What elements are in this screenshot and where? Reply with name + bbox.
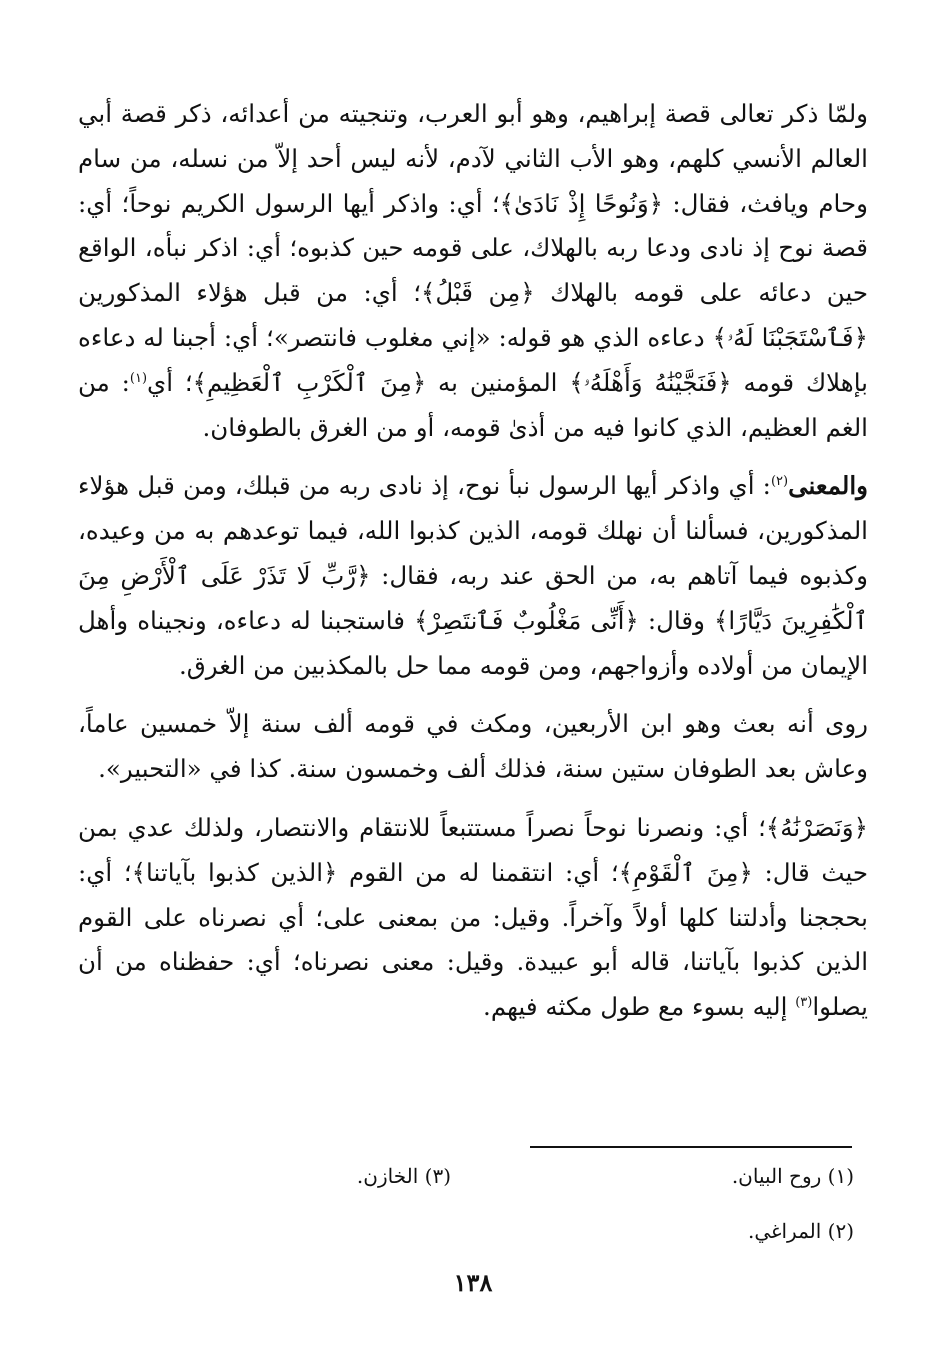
footnote-ref-1: (١) [129,370,148,386]
paragraph-4-text: ﴿وَنَصَرْنَٰهُ﴾؛ أي: ونصرنا نوحاً نصراً مستتبعاً للانتقام والانتصار، ولذلك عدي بمن حيث قال: ﴿مِنَ ٱلْقَوْمِ﴾؛ أي: انتقمنا له من القوم ﴿الذين كذبوا بآياتنا﴾؛ أي: بحججنا وأدلتنا كلها أولاً وآخراً. وقيل: من بمعنى على؛ أي نصرناه على القوم الذين كذبوا بآياتنا، قاله أبو عبيدة. وقيل: معنى نصرناه؛ أي: حفظناه من أن يصلوا [78,812,868,1022]
paragraph-2 [78,464,868,688]
footnote-divider [530,1146,852,1148]
paragraph-1-text: ولمّا ذكر تعالى قصة إبراهيم، وهو أبو العرب، وتنجيته من أعدائه، ذكر قصة أبي العالم الأنسي كلهم، وهو الأب الثاني لآدم، لأنه ليس أحد إلاّ من نسله، من سام وحام ويافث، فقال: ﴿وَنُوحًا إِذْ نَادَىٰ﴾؛ أي: واذكر أيها الرسول الكريم نوحاً؛ أي: قصة نوح إذ نادى ودعا ربه بالهلاك، على قومه حين كذبوه؛ أي: اذكر نبأه، الواقع حين دعائه على قومه بالهلاك ﴿مِن قَبْلُ﴾؛ أي: من قبل هؤلاء المذكورين ﴿فَٱسْتَجَبْنَا لَهُۥ﴾ دعاءه الذي هو قوله: «إني مغلوب فانتصر»؛ أي: أجبنا له دعاءه بإهلاك قومه ﴿فَنَجَّيْنَٰهُ وَأَهْلَهُۥ﴾ المؤمنين به ﴿مِنَ ٱلْكَرْبِ ٱلْعَظِيمِ﴾؛ أي [78,99,868,397]
main-text [78,92,868,1030]
paragraph-4 [78,806,868,1030]
footnote-2: (٢) المراغي. [747,1219,854,1243]
paragraph-2-lead: والمعنى [788,471,868,501]
page-number: ١٣٨ [453,1268,493,1297]
paragraph-4-tail: إليه بسوء مع طول مكثه فيهم. [483,992,796,1022]
footnote-ref-2: (٢) [770,474,789,490]
paragraph-1 [78,92,868,450]
paragraph-3 [78,702,868,792]
footnote-ref-3: (٣) [795,994,813,1010]
paragraph-2-text: : أي واذكر أيها الرسول نبأ نوح، إذ نادى ربه من قبلك، ومن قبل هؤلاء المذكورين، فسألنا أن نهلك قومه، الذين كذبوا الله، فيما توعدهم به من وعيده، وكذبوه فيما آتاهم به، من الحق عند ربه، فقال: ﴿رَّبِّ لَا تَذَرْ عَلَى ٱلْأَرْضِ مِنَ ٱلْكَٰفِرِينَ دَيَّارًا﴾ وقال: ﴿أَنِّى مَغْلُوبٌ فَٱنتَصِرْ﴾ فاستجبنا له دعاءه، ونجيناه وأهل الإيمان من أولاده وأزواجهم، ومن قومه مما حل بالمكذبين من الغرق. [78,471,868,680]
paragraph-1-tail: : من الغم العظيم، الذي كانوا فيه من أذىٰ قومه، أو من الغرق بالطوفان. [78,367,868,442]
footnote-1: (١) روح البيان. [731,1164,854,1188]
paragraph-3-text: روى أنه بعث وهو ابن الأربعين، ومكث في قومه ألف سنة إلاّ خمسين عاماً، وعاش بعد الطوفان ستين سنة، فذلك ألف وخمسون سنة. كذا في «التحبير». [78,709,868,784]
footnote-3: (٣) الخازن. [356,1164,451,1188]
